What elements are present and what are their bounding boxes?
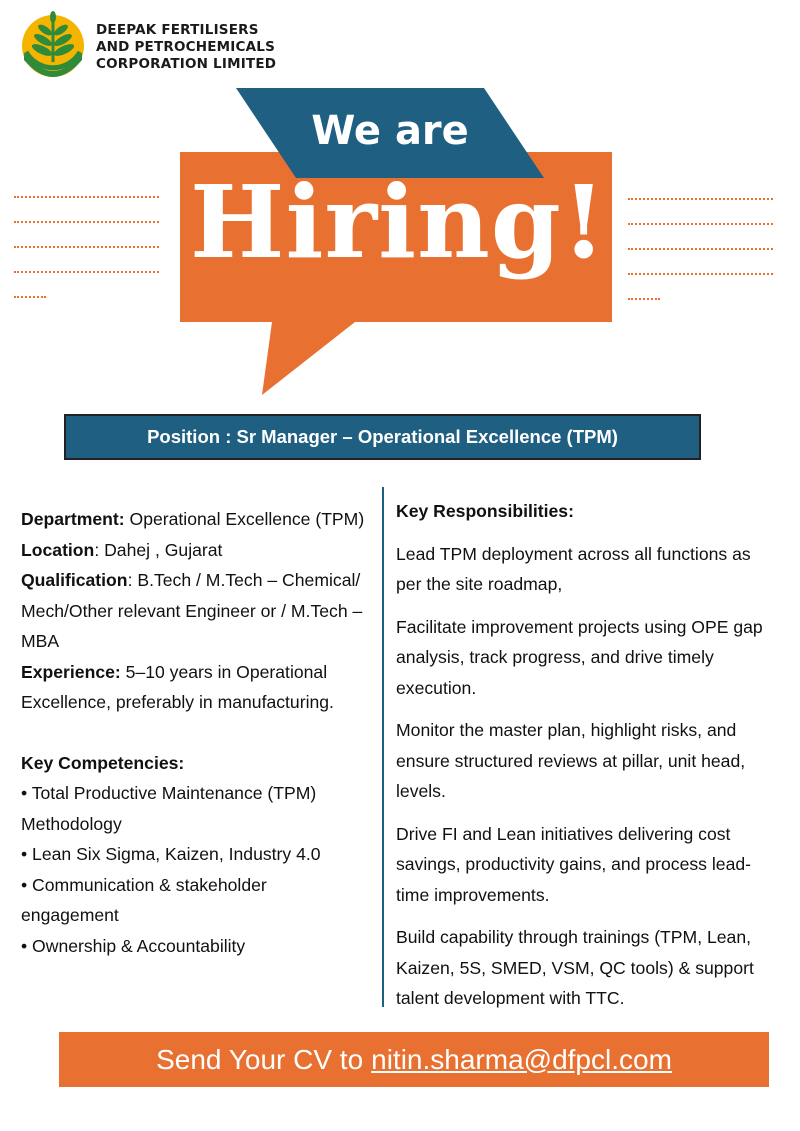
qualification-row <box>21 565 366 657</box>
competency-item: • Communication & stakeholder engagement <box>21 874 267 925</box>
responsibilities-heading: Key Responsibilities: <box>396 501 574 521</box>
responsibility-item: Monitor the master plan, highlight risks, and ensure structured reviews at pillar, unit head, levels. <box>396 720 746 801</box>
responsibility-item: Drive FI and Lean initiatives delivering cost savings, productivity gains, and process lead-time improvements. <box>396 823 751 905</box>
department-label: Department: <box>21 509 125 529</box>
hiring-headline: Hiring! <box>190 163 607 281</box>
responsibility-item: Lead TPM deployment across all functions as per the site roadmap, <box>396 543 751 594</box>
experience-value: 5–10 years in Operational Excellence, preferably in manufacturing. <box>21 661 334 712</box>
right-dotted-lines <box>628 178 773 303</box>
competencies-heading: Key Competencies: <box>21 752 185 773</box>
location-row <box>21 535 366 566</box>
responsibility-item: Facilitate improvement projects using OPE gap analysis, track progress, and drive timely execution. <box>396 616 763 698</box>
competency-item: • Lean Six Sigma, Kaizen, Industry 4.0 <box>21 844 321 864</box>
cv-email-link[interactable]: nitin.sharma@dfpcl.com <box>371 1043 672 1075</box>
column-divider <box>382 487 384 1007</box>
job-details <box>21 504 366 961</box>
send-cv-text: Send Your CV to <box>156 1043 364 1075</box>
company-name-line-2: AND PETROCHEMICALS <box>96 39 276 55</box>
we-are-text: We are <box>311 108 469 154</box>
department-row <box>21 504 366 535</box>
qualification-label: Qualification <box>21 570 128 590</box>
position-title: Position : Sr Manager – Operational Excellence (TPM) <box>64 414 701 460</box>
experience-label: Experience: <box>21 661 121 682</box>
competency-item: • Total Productive Maintenance (TPM) Methodology <box>21 783 317 834</box>
company-name-line-1: DEEPAK FERTILISERS <box>96 22 259 38</box>
experience-row <box>21 657 366 718</box>
send-cv-banner <box>59 1032 769 1087</box>
left-dotted-lines <box>14 176 159 301</box>
qualification-value: : B.Tech / M.Tech – Chemical/ Mech/Other relevant Engineer or / M.Tech – MBA <box>21 570 363 651</box>
department-value: Operational Excellence (TPM) <box>124 509 365 529</box>
key-responsibilities <box>396 496 776 1026</box>
responsibility-item: Build capability through trainings (TPM, Lean, Kaizen, 5S, SMED, VSM, QC tools) & support talent development with TTC. <box>396 927 754 1008</box>
competency-item: • Ownership & Accountability <box>21 935 246 956</box>
company-name-line-3: CORPORATION LIMITED <box>96 56 277 72</box>
location-value: : Dahej , Gujarat <box>94 539 223 560</box>
location-label: Location <box>21 539 95 560</box>
